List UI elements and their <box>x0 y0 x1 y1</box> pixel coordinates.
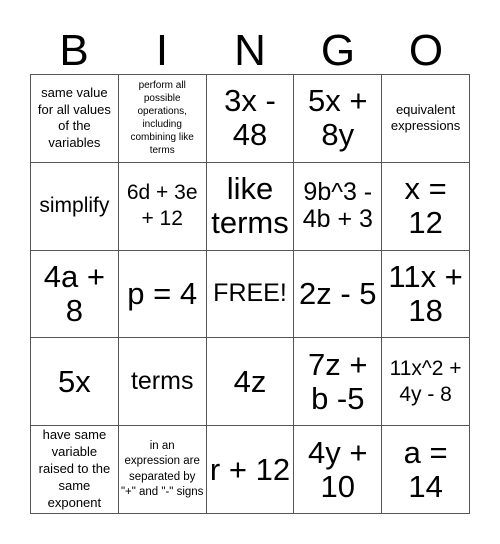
bingo-cell-r5c2[interactable] <box>119 426 207 514</box>
header-letter-n: N <box>234 26 266 75</box>
bingo-cell-r2c1[interactable] <box>31 163 119 251</box>
cell-text: 7z + b -5 <box>308 346 368 416</box>
bingo-cell-r1c3[interactable] <box>207 75 295 163</box>
bingo-cell-r5c4[interactable] <box>294 426 382 514</box>
bingo-cell-r4c1[interactable] <box>31 338 119 426</box>
bingo-cell-r2c4[interactable] <box>294 163 382 251</box>
bingo-cell-r5c5[interactable] <box>382 426 470 514</box>
free-space-label: FREE! <box>213 279 287 308</box>
bingo-cell-r3c5[interactable] <box>382 251 470 339</box>
header-letter-i: I <box>155 26 169 75</box>
cell-text: 9b^3 - 4b + 3 <box>302 177 373 234</box>
bingo-cell-r2c5[interactable] <box>382 163 470 251</box>
cell-text: 4a + 8 <box>43 258 105 328</box>
cell-text: in an expression are separated by "+" and "-" signs <box>120 439 204 499</box>
cell-text: same value for all values of the variables <box>37 84 111 151</box>
cell-text: 5x + 8y <box>308 83 368 153</box>
cell-text: 4y + 10 <box>308 434 368 504</box>
bingo-header <box>30 28 470 74</box>
cell-text: x = 12 <box>404 171 447 241</box>
bingo-board <box>30 74 470 514</box>
header-letter-o: O <box>408 26 444 75</box>
bingo-cell-r5c3[interactable] <box>207 426 295 514</box>
cell-text: perform all possible operations, including combining like terms <box>130 80 194 157</box>
bingo-cell-r3c4[interactable] <box>294 251 382 339</box>
cell-text: like terms <box>211 171 289 241</box>
bingo-cell-r1c4[interactable] <box>294 75 382 163</box>
bingo-cell-r4c5[interactable] <box>382 338 470 426</box>
bingo-cell-r1c1[interactable] <box>31 75 119 163</box>
cell-text: equivalent expressions <box>390 101 461 134</box>
cell-text: a = 14 <box>403 434 448 504</box>
cell-text: 6d + 3e + 12 <box>126 180 198 231</box>
bingo-cell-r4c4[interactable] <box>294 338 382 426</box>
cell-text: have same variable raised to the same exponent <box>38 427 111 510</box>
cell-text: simplify <box>39 194 110 218</box>
cell-text: 5x <box>58 363 91 399</box>
cell-text: r + 12 <box>209 451 291 487</box>
cell-text: 2z - 5 <box>299 275 377 311</box>
header-letter-g: G <box>320 26 356 75</box>
cell-text: 11x^2 + 4y - 8 <box>389 356 462 406</box>
cell-text: 11x + 18 <box>388 258 463 328</box>
bingo-cell-r5c1[interactable] <box>31 426 119 514</box>
bingo-cell-free[interactable] <box>207 251 295 339</box>
bingo-cell-r3c1[interactable] <box>31 251 119 339</box>
bingo-cell-r2c3[interactable] <box>207 163 295 251</box>
bingo-cell-r1c5[interactable] <box>382 75 470 163</box>
bingo-cell-r4c2[interactable] <box>119 338 207 426</box>
cell-text: p = 4 <box>127 275 198 311</box>
cell-text: terms <box>130 367 194 396</box>
bingo-cell-r2c2[interactable] <box>119 163 207 251</box>
bingo-cell-r3c2[interactable] <box>119 251 207 339</box>
cell-text: 4z <box>233 363 267 399</box>
cell-text: 3x - 48 <box>224 83 276 153</box>
header-letter-b: B <box>59 26 89 75</box>
bingo-cell-r1c2[interactable] <box>119 75 207 163</box>
bingo-cell-r4c3[interactable] <box>207 338 295 426</box>
